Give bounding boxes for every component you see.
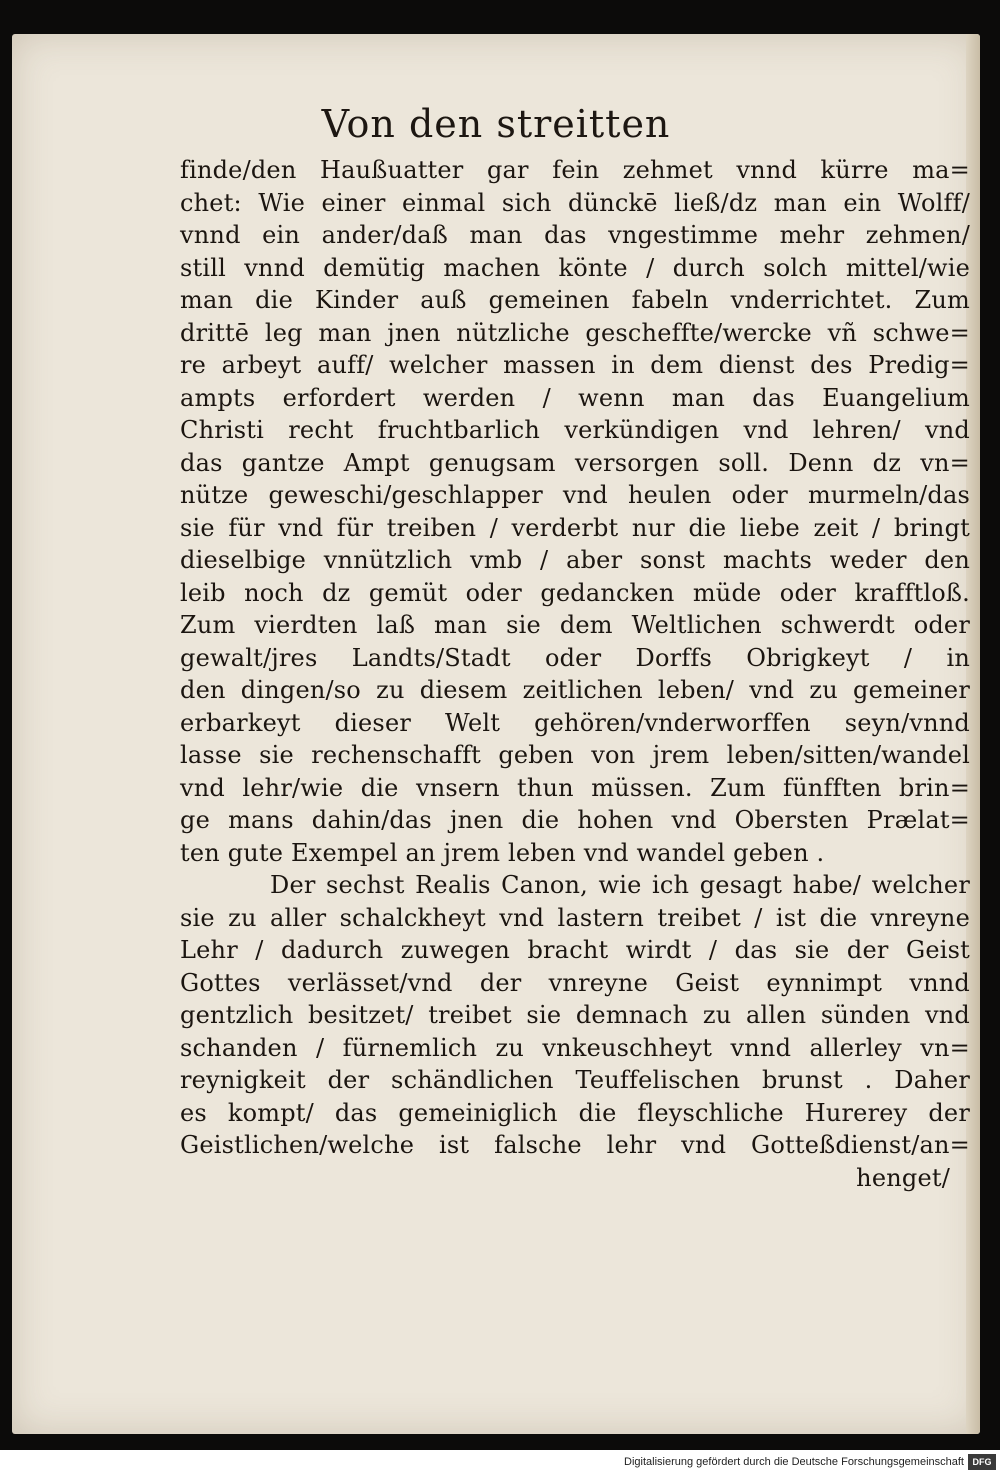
footer-bar [0,1450,1000,1474]
text-line: leib noch dz gemüt oder gedancken müde oder krafftloß. [180,578,970,607]
text-line: gentzlich besitzet/ treibet sie demnach zu allen sünden vnd [180,1001,970,1029]
running-head: Von den streitten [321,102,671,146]
text-line: reynigkeit der schändlichen Teuffelischen brunst . Daher [180,1066,970,1094]
text-line: gewalt/jres Landts/Stadt oder Dorffs Obrigkeyt / in [180,643,970,672]
text-line: schanden / fürnemlich zu vnkeuschheyt vnnd allerley vn= [180,1033,970,1062]
text-line: ge mans dahin/das jnen die hohen vnd Obersten Prælat= [180,806,970,834]
text-line: chet: Wie einer einmal sich dünckē ließ/dz man ein Wolff/ [180,188,970,217]
text-line: den dingen/so zu diesem zeitlichen leben/ vnd zu gemeiner [180,676,970,704]
text-line: erbarkeyt dieser Welt gehören/vnderworffen seyn/vnnd [180,708,970,737]
text-line: dieselbige vnnützlich vmb / aber sonst machts weder den [180,546,970,574]
footer-credit: Digitalisierung gefördert durch die Deutsche Forschungsgemeinschaft [624,1456,964,1468]
text-line: ten gute Exempel an jrem leben vnd wandel geben . [180,838,825,867]
text-line: man die Kinder auß gemeinen fabeln vnderrichtet. Zum [180,286,970,314]
text-line: ampts erfordert werden / wenn man das Euangelium [180,383,970,412]
text-line: nütze geweschi/geschlapper vnd heulen oder murmeln/das [180,481,970,509]
text-line: lasse sie rechenschafft geben von jrem leben/sitten/wandel [180,741,970,769]
text-block [180,154,970,1194]
text-line: das gantze Ampt genugsam versorgen soll. Denn dz vn= [180,448,970,477]
text-line: sie zu aller schalckheyt vnd lastern treibet / ist die vnreyne [180,903,970,932]
text-line: henget/ [856,1163,950,1192]
text-line: re arbeyt auff/ welcher massen in dem dienst des Predig= [180,351,970,379]
book-page [12,34,980,1434]
text-line: finde/den Haußuatter gar fein zehmet vnnd kürre ma= [180,156,970,184]
text-line: vnd lehr/wie die vnsern thun müssen. Zum fünfften brin= [180,773,970,802]
text-line: Der sechst Realis Canon, wie ich gesagt habe/ welcher [270,871,970,899]
text-line: Zum vierdten laß man sie dem Weltlichen schwerdt oder [180,611,970,639]
text-line: sie für vnd für treiben / verderbt nur die liebe zeit / bringt [180,513,970,542]
text-line: es kompt/ das gemeiniglich die fleyschliche Hurerey der [180,1098,970,1127]
dfg-logo-icon: DFG [968,1454,996,1470]
text-line: Christi recht fruchtbarlich verkündigen vnd lehren/ vnd [180,416,970,444]
text-line: drittē leg man jnen nützliche gescheffte/wercke vñ schwe= [180,318,970,347]
text-line: Gottes verlässet/vnd der vnreyne Geist eynnimpt vnnd [180,968,970,997]
text-line: Geistlichen/welche ist falsche lehr vnd Gotteßdienst/an= [180,1131,970,1159]
text-line: vnnd ein ander/daß man das vngestimme mehr zehmen/ [180,221,970,249]
text-line: Lehr / dadurch zuwegen bracht wirdt / das sie der Geist [180,936,970,964]
text-line: still vnnd demütig machen könte / durch solch mittel/wie [180,253,970,282]
